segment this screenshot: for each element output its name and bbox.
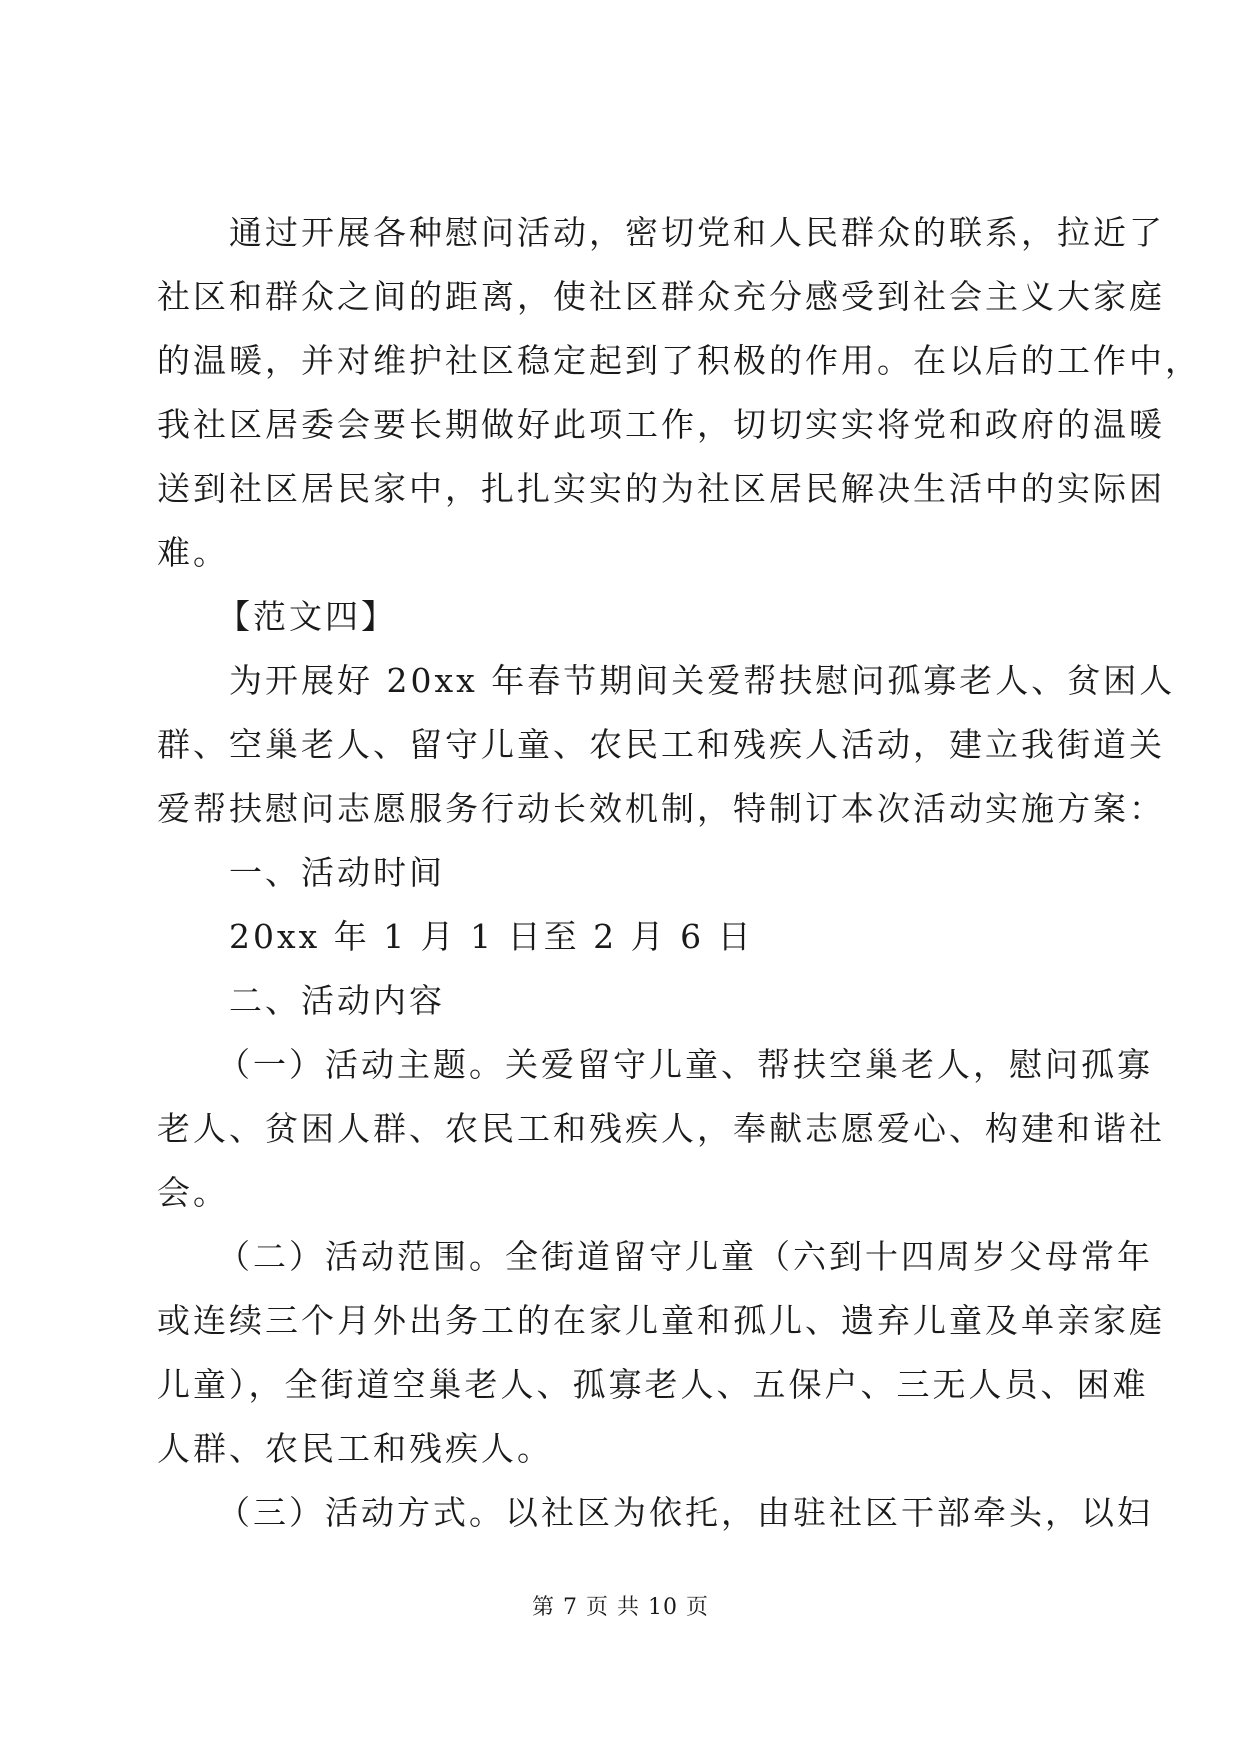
paragraph-line: 老人、贫困人群、农民工和残疾人，奉献志愿爱心、构建和谐社: [157, 1109, 1165, 1148]
paragraph-line: （二）活动范围。全街道留守儿童（六到十四周岁父母常年: [217, 1237, 1153, 1276]
subheading: 一、活动时间: [229, 853, 445, 892]
subheading: 二、活动内容: [229, 981, 445, 1020]
paragraph-line: 会。: [157, 1173, 229, 1212]
page-number-footer: 第 7 页 共 10 页: [532, 1595, 709, 1620]
paragraph-line: （一）活动主题。关爱留守儿童、帮扶空巢老人，慰问孤寡: [217, 1045, 1153, 1084]
paragraph-line: 群、空巢老人、留守儿童、农民工和残疾人活动，建立我街道关: [157, 725, 1165, 764]
paragraph-line: 儿童），全街道空巢老人、孤寡老人、五保户、三无人员、困难: [157, 1365, 1149, 1404]
paragraph-line: 爱帮扶慰问志愿服务行动长效机制，特制订本次活动实施方案：: [157, 789, 1165, 828]
paragraph-line: 我社区居委会要长期做好此项工作，切切实实将党和政府的温暖: [157, 405, 1165, 444]
paragraph-line: 人群、农民工和残疾人。: [157, 1429, 553, 1468]
paragraph-line: （三）活动方式。以社区为依托，由驻社区干部牵头，以妇: [217, 1493, 1153, 1532]
paragraph-line: 20xx 年 1 月 1 日至 2 月 6 日: [229, 917, 754, 956]
paragraph-line: 的温暖，并对维护社区稳定起到了积极的作用。在以后的工作中，: [157, 341, 1201, 380]
paragraph-line: 通过开展各种慰问活动，密切党和人民群众的联系，拉近了: [229, 213, 1165, 252]
paragraph-line: 为开展好 20xx 年春节期间关爱帮扶慰问孤寡老人、贫困人: [229, 661, 1176, 700]
paragraph-line: 难。: [157, 533, 229, 572]
document-body: [157, 201, 1201, 1545]
paragraph-line: 社区和群众之间的距离，使社区群众充分感受到社会主义大家庭: [157, 277, 1165, 316]
paragraph-line: 送到社区居民家中，扎扎实实的为社区居民解决生活中的实际困: [157, 469, 1165, 508]
section-heading: 【范文四】: [217, 597, 397, 636]
paragraph-line: 或连续三个月外出务工的在家儿童和孤儿、遗弃儿童及单亲家庭: [157, 1301, 1165, 1340]
